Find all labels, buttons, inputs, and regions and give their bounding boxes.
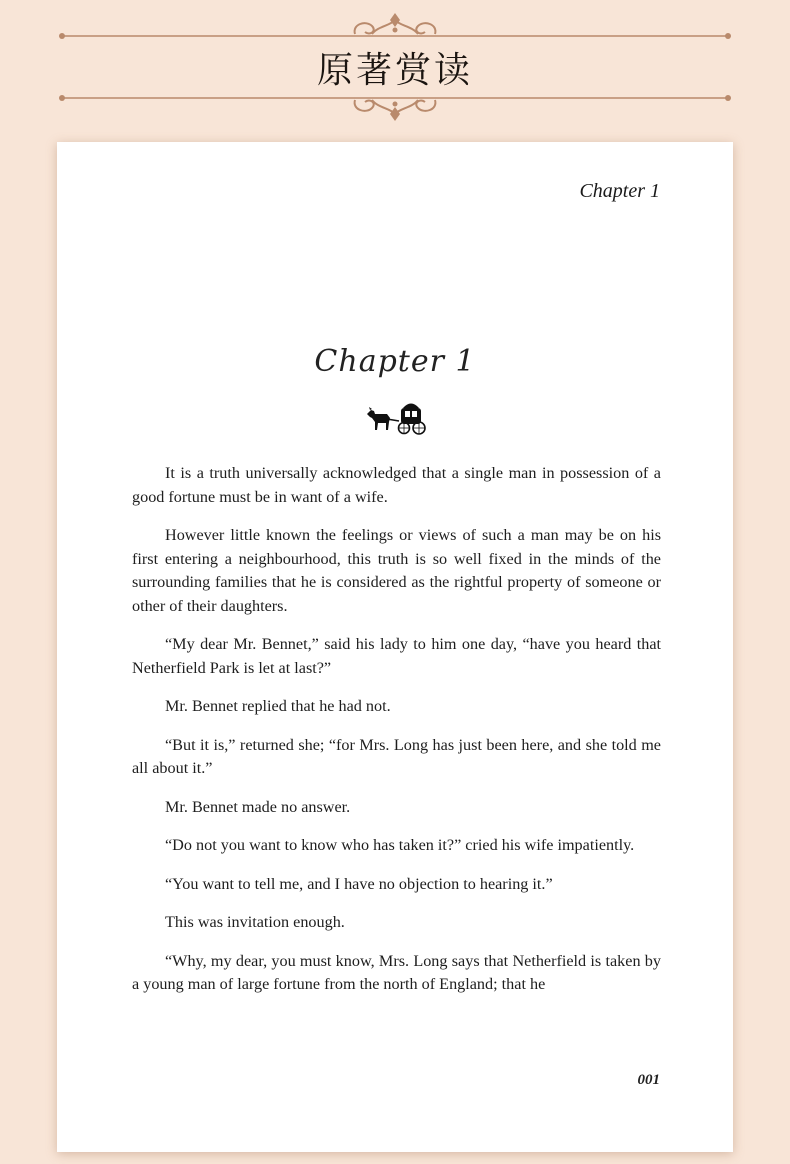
paragraph: This was invitation enough. <box>165 913 345 931</box>
paragraph: “You want to tell me, and I have no objection to hearing it.” <box>165 874 553 893</box>
running-head: Chapter 1 <box>579 180 660 202</box>
horse-carriage-icon <box>365 400 429 436</box>
chapter-title: Chapter 1 <box>314 344 476 379</box>
paragraph: “Do not you want to know who has taken it?” cried his wife impatiently. <box>165 836 635 854</box>
book-page <box>57 142 733 1152</box>
paragraph: “My dear Mr. Bennet,” said his lady to him one day, “have you heard that Netherfield Park is let at last?” <box>132 635 661 677</box>
paragraph: Mr. Bennet replied that he had not. <box>165 697 391 715</box>
page-number: 001 <box>637 1072 660 1088</box>
paragraph: It is a truth universally acknowledged that a single man in possession of a good fortune must be in want of a wife. <box>132 464 661 506</box>
paragraph: Mr. Bennet made no answer. <box>165 797 351 816</box>
chapter-body <box>132 462 661 1012</box>
paragraph: “Why, my dear, you must know, Mrs. Long says that Netherfield is taken by a young man of large fortune from the north of England; that he <box>132 951 661 993</box>
title-banner <box>0 0 790 130</box>
paragraph: “But it is,” returned she; “for Mrs. Long has just been here, and she told me all about it.” <box>132 735 661 777</box>
paragraph: However little known the feelings or views of such a man may be on his first entering a neighbourhood, this truth is so well fixed in the minds of the surrounding families that he is considered as the rightful property of someone or other of their daughters. <box>132 526 661 615</box>
banner-title: 原著赏读 <box>316 50 473 91</box>
